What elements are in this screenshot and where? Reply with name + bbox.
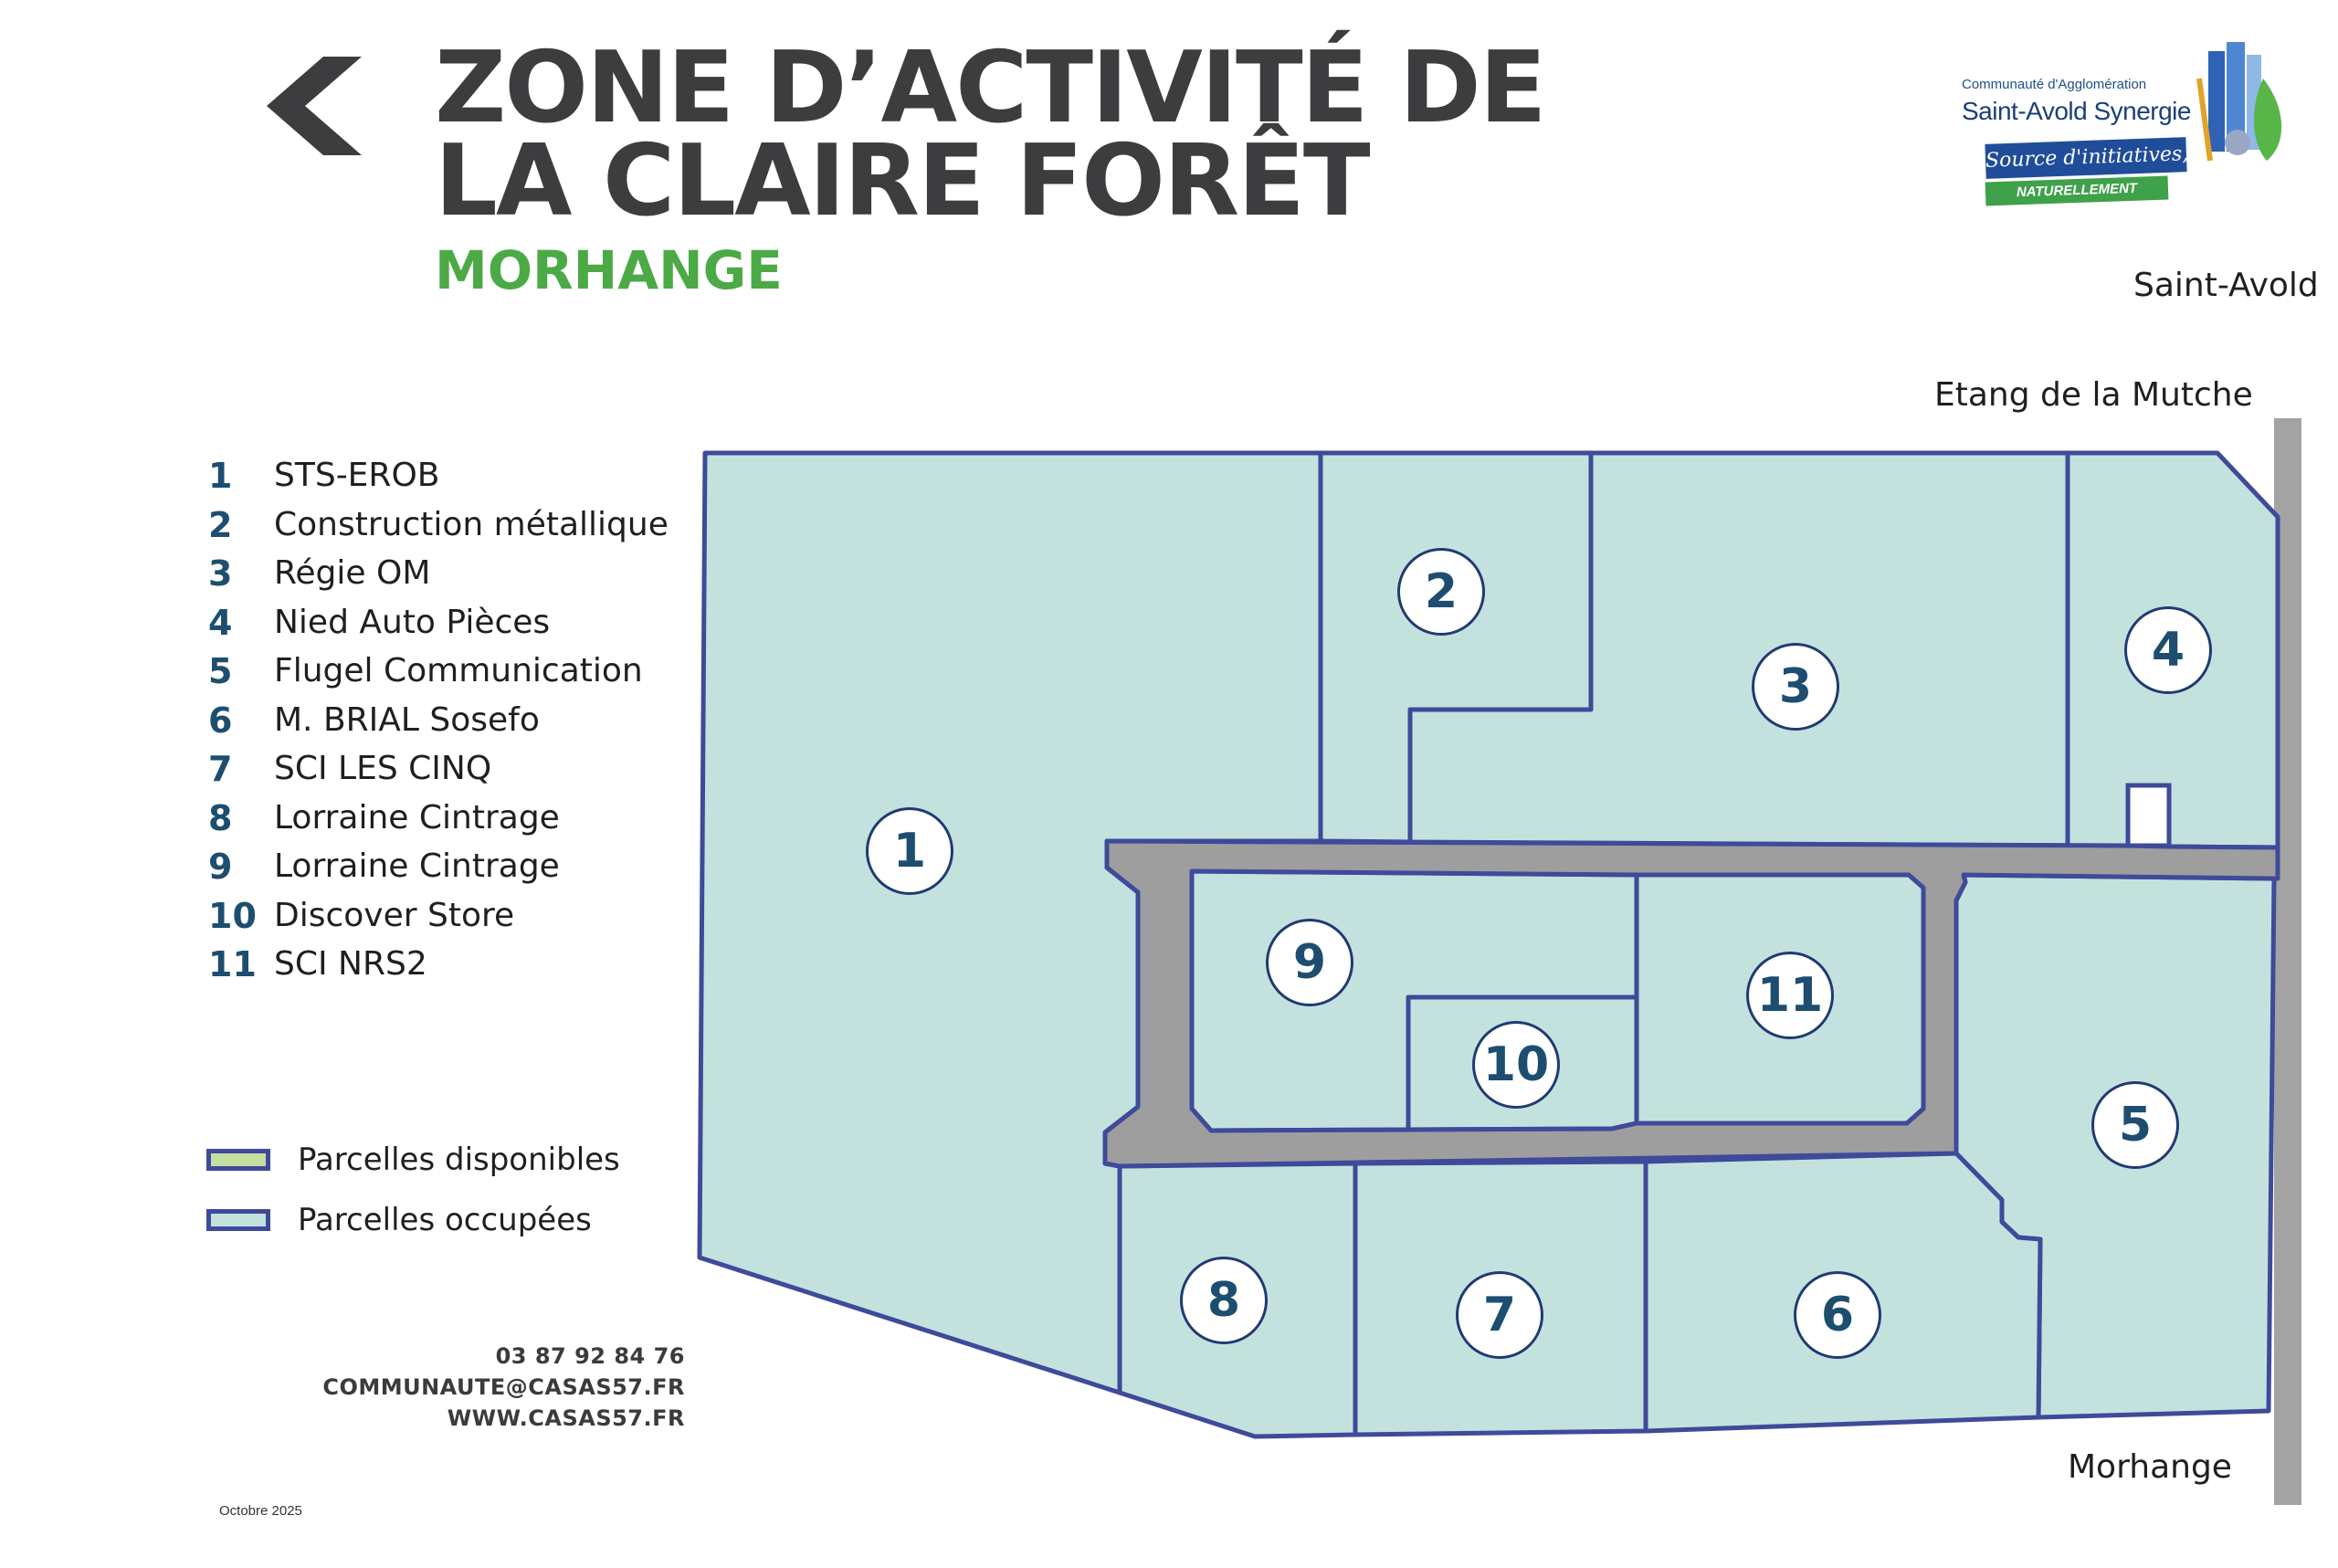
tenant-name: Flugel Communication (274, 652, 643, 689)
page-subtitle: MORHANGE (435, 239, 783, 301)
lot-marker-5[interactable]: 5 (2091, 1081, 2179, 1169)
tenant-name: SCI LES CINQ (274, 750, 492, 787)
tenant-number: 6 (208, 700, 233, 741)
lot-marker-4[interactable]: 4 (2124, 606, 2212, 694)
contact-email[interactable]: COMMUNAUTE@CASAS57.FR (322, 1374, 685, 1400)
tenant-number: 1 (208, 456, 233, 496)
tenant-number: 10 (208, 895, 257, 936)
tenant-number: 3 (208, 553, 233, 594)
list-item (208, 549, 756, 598)
page-title (435, 31, 1545, 238)
tenant-name: Lorraine Cintrage (274, 798, 560, 837)
logo-tagline: NATURELLEMENT (1985, 176, 2169, 206)
tenant-number: 4 (208, 602, 233, 643)
tenant-number: 11 (208, 944, 257, 984)
date-note: Octobre 2025 (219, 1503, 302, 1519)
swatch-available (206, 1149, 270, 1171)
tenant-number: 5 (208, 651, 233, 691)
list-item (208, 891, 756, 941)
tenant-name: Construction métallique (274, 505, 669, 543)
list-item (208, 500, 756, 550)
list-item (208, 744, 756, 794)
logo-line-2: Saint-Avold Synergie (1962, 97, 2191, 125)
title-line-1: ZONE D’ACTIVITÉ DE (435, 31, 1545, 145)
tenant-name: Nied Auto Pièces (274, 603, 551, 641)
parcel-4-notch (2128, 785, 2169, 846)
tenant-name: Discover Store (274, 896, 515, 934)
title-line-2: LA CLAIRE FORÊT (435, 124, 1369, 238)
key-occupied-label: Parcelles occupées (298, 1202, 592, 1238)
casas-logo[interactable] (1962, 42, 2289, 210)
list-item (208, 940, 756, 989)
list-item (208, 842, 756, 891)
tenant-number: 9 (208, 847, 233, 887)
list-item (208, 647, 756, 696)
lot-marker-9[interactable]: 9 (1266, 919, 1353, 1006)
swatch-occupied (206, 1209, 270, 1231)
contact-website[interactable]: WWW.CASAS57.FR (447, 1405, 685, 1431)
lot-marker-6[interactable]: 6 (1794, 1271, 1881, 1359)
contact-block (274, 1341, 685, 1434)
lot-marker-3[interactable]: 3 (1752, 643, 1839, 731)
lot-marker-2[interactable]: 2 (1397, 548, 1485, 636)
tenant-name: Lorraine Cintrage (274, 847, 560, 885)
tenant-number: 2 (208, 504, 233, 545)
place-saint-avold: Saint-Avold (2133, 267, 2319, 304)
chevron-left-icon[interactable] (267, 57, 362, 155)
tenant-number: 7 (208, 749, 233, 789)
tenant-list (208, 451, 756, 989)
place-morhange: Morhange (2068, 1448, 2232, 1486)
tenant-name: STS-EROB (274, 457, 440, 494)
tenant-name: Régie OM (274, 554, 431, 592)
lot-marker-11[interactable]: 11 (1746, 952, 1834, 1039)
logo-line-1: Communauté d'Agglomération (1962, 77, 2147, 92)
lot-marker-1[interactable]: 1 (866, 807, 953, 895)
lot-marker-8[interactable]: 8 (1180, 1257, 1268, 1344)
list-item (208, 696, 756, 745)
list-item (208, 794, 756, 843)
place-etang-mutche: Etang de la Mutche (1934, 376, 2253, 414)
lot-marker-7[interactable]: 7 (1456, 1271, 1543, 1359)
tenant-name: M. BRIAL Sosefo (274, 700, 540, 739)
lot-marker-10[interactable]: 10 (1472, 1021, 1560, 1109)
list-item (208, 451, 756, 500)
logo-emblem-icon (2190, 42, 2291, 170)
key-available-label: Parcelles disponibles (298, 1142, 620, 1178)
tenant-name: SCI NRS2 (274, 945, 427, 983)
logo-slogan: Source d'initiatives, (1985, 137, 2186, 179)
tenant-number: 8 (208, 797, 233, 838)
list-item (208, 598, 756, 647)
contact-phone[interactable]: 03 87 92 84 76 (495, 1343, 685, 1369)
